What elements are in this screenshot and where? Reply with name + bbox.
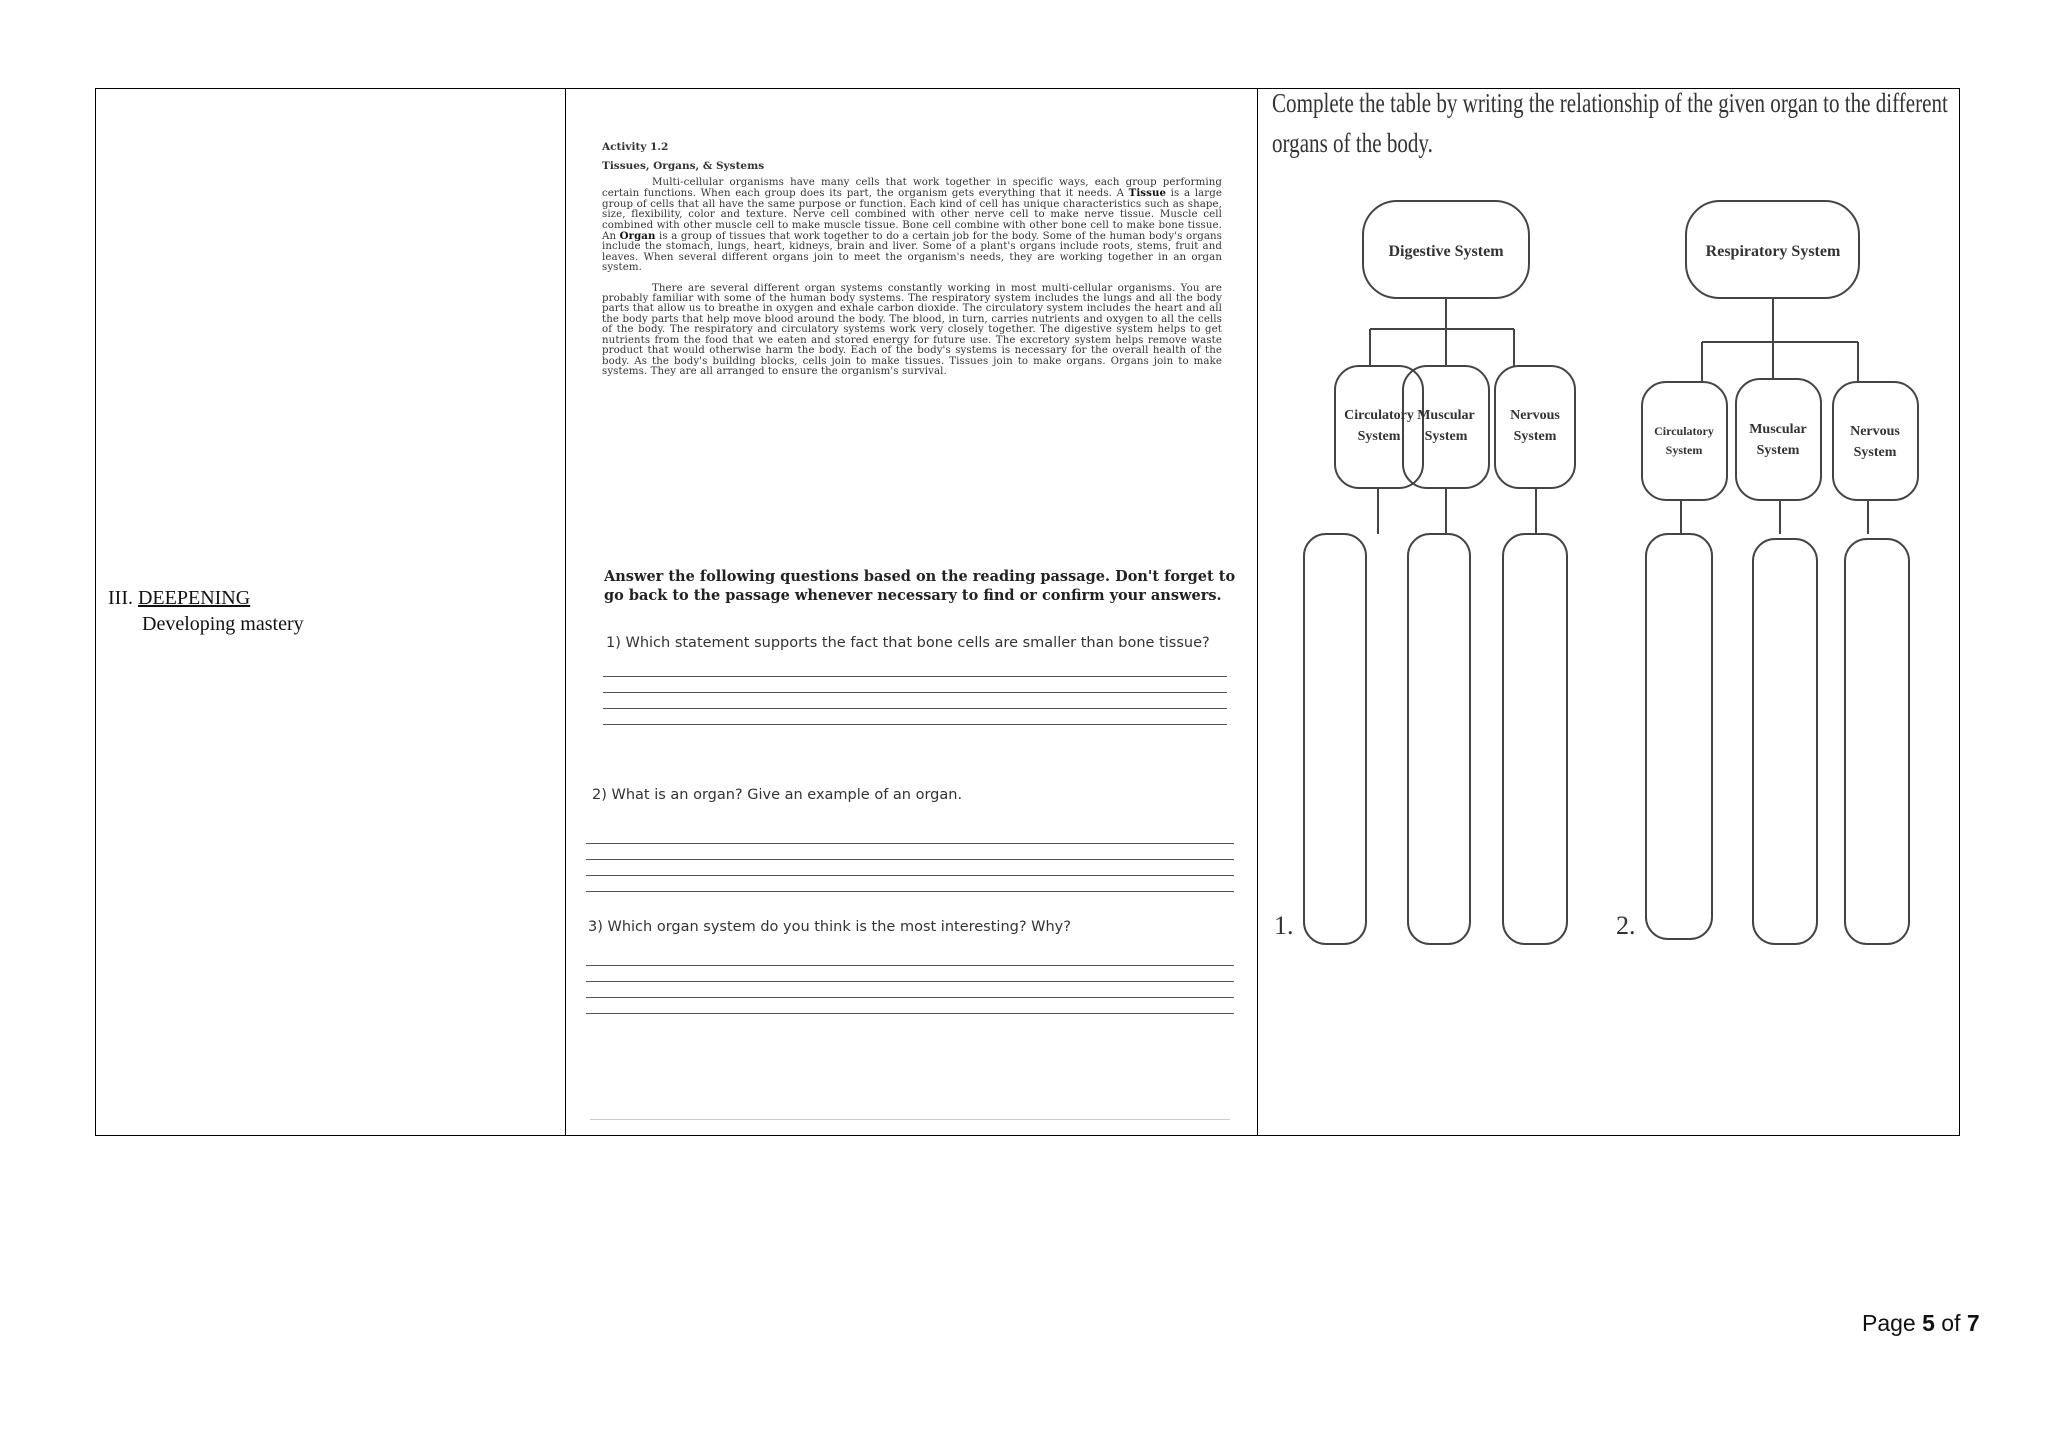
paragraph-text: is a group of tissues that work together to do a certain job for the body. Some of the human body's organs include the stomach, lungs, heart, kidneys, brain and liver. Some of a plant's organs include roots, stems, fruit and leaves. When several different organs join to meet the organism's needs, they are working together in an organ system. bbox=[602, 231, 1222, 274]
organ-system-diagrams bbox=[1258, 89, 1958, 1129]
page-current: 5 bbox=[1922, 1310, 1935, 1336]
digestive-system-label: Digestive System bbox=[1388, 243, 1504, 260]
page-of: of bbox=[1934, 1310, 1967, 1336]
question-2: 2) What is an organ? Give an example of an organ. bbox=[592, 787, 963, 803]
table-instruction-line-1: Complete the table by writing the relationship of the given organ to the different bbox=[1272, 88, 1948, 118]
answer-line[interactable] bbox=[586, 843, 1234, 844]
system-label: System bbox=[1424, 429, 1468, 444]
bold-term: Organ bbox=[619, 230, 656, 243]
paragraph-text: is a large group of cells that all have the same purpose or function. Each kind of cell has unique characteristics such as shape, size, flexibility, color and texture. Nerve cell combined with other nerve cell to make nerve tissue. Muscle cell combined with other muscle cell to make muscle tissue. Bone cell combine with other bone cell to make bone tissue. An bbox=[602, 188, 1222, 243]
system-label: System bbox=[1665, 443, 1703, 457]
system-label: System bbox=[1853, 445, 1897, 460]
answer-box[interactable] bbox=[1753, 539, 1817, 944]
answer-box[interactable] bbox=[1503, 534, 1567, 944]
answer-box[interactable] bbox=[1646, 534, 1712, 939]
answer-line[interactable] bbox=[586, 997, 1234, 998]
muscular-label: Muscular bbox=[1417, 408, 1475, 423]
nervous-label: Nervous bbox=[1850, 424, 1900, 439]
answer-line[interactable] bbox=[586, 1013, 1234, 1014]
bold-term: Tissue bbox=[1128, 187, 1167, 200]
respiratory-system-label: Respiratory System bbox=[1705, 243, 1841, 260]
answer-line[interactable] bbox=[586, 965, 1234, 966]
diagram-number-2: 2. bbox=[1616, 911, 1636, 940]
activity-title: Activity 1.2 bbox=[602, 141, 669, 153]
question-3: 3) Which organ system do you think is the most interesting? Why? bbox=[588, 919, 1071, 935]
system-label: System bbox=[1756, 443, 1800, 458]
system-label: System bbox=[1357, 429, 1401, 444]
diagram-column bbox=[1258, 89, 1959, 1135]
answer-box[interactable] bbox=[1408, 534, 1470, 944]
activity-excerpt bbox=[602, 141, 1222, 387]
activity-paragraph-1 bbox=[602, 178, 1222, 274]
answer-line[interactable] bbox=[603, 676, 1227, 677]
circulatory-label: Circulatory bbox=[1344, 408, 1414, 423]
answer-box[interactable] bbox=[1845, 539, 1909, 944]
answer-line[interactable] bbox=[586, 875, 1234, 876]
scan-edge-line bbox=[590, 1119, 1230, 1120]
nervous-system-box bbox=[1495, 366, 1575, 488]
muscular-system-box bbox=[1736, 379, 1821, 500]
section-label bbox=[108, 585, 304, 637]
lesson-table bbox=[95, 88, 1960, 1136]
circulatory-label: Circulatory bbox=[1654, 424, 1714, 438]
section-subtitle: Developing mastery bbox=[142, 613, 304, 635]
answer-line[interactable] bbox=[586, 981, 1234, 982]
page-total: 7 bbox=[1966, 1310, 1980, 1336]
nervous-label: Nervous bbox=[1510, 408, 1560, 423]
muscular-system-box bbox=[1403, 366, 1489, 488]
answer-line[interactable] bbox=[603, 724, 1227, 725]
answer-box[interactable] bbox=[1304, 534, 1366, 944]
section-heading bbox=[108, 587, 250, 609]
page-prefix: Page bbox=[1862, 1310, 1923, 1336]
activity-subtitle: Tissues, Organs, & Systems bbox=[602, 160, 765, 172]
question-1: 1) Which statement supports the fact that bone cells are smaller than bone tissue? bbox=[606, 635, 1210, 651]
question-instruction: Answer the following questions based on the reading passage. Don't forget to go back to the passage whenever necessary to find or confirm your answers. bbox=[604, 568, 1236, 604]
table-instruction-line-2: organs of the body. bbox=[1272, 128, 1433, 158]
page-number bbox=[1862, 1310, 1980, 1337]
section-column bbox=[96, 89, 566, 1135]
circulatory-system-box bbox=[1335, 366, 1423, 488]
activity-paragraph-2: There are several different organ systems constantly working in most multi-cellular organisms. You are probably familiar with some of the human body systems. The respiratory system includes the lungs and all the body parts that allow us to breathe in oxygen and exhale carbon dioxide. The circulatory system includes the heart and all the body parts that help move blood around the body. The blood, in turn, carries nutrients and oxygen to all the cells of the body. The respiratory and circulatory systems work very closely together. The digestive system helps to get nutrients from the food that we eaten and stored energy for future use. The excretory system helps remove waste product that would otherwise harm the body. Each of the body's systems is necessary for the overall health of the body. As the body's building blocks, cells join to make tissues. Tissues join to make organs. Organs join to make systems. They are all arranged to ensure the organism's survival. bbox=[602, 282, 1222, 377]
paragraph-text: Multi-cellular organisms have many cells that work together in specific ways, each group performing certain functions. When each group does its part, the organism gets everything that it needs. A bbox=[602, 177, 1222, 200]
activity-column bbox=[566, 89, 1258, 1135]
circulatory-system-box bbox=[1642, 382, 1727, 500]
answer-line[interactable] bbox=[603, 692, 1227, 693]
system-label: System bbox=[1513, 429, 1557, 444]
answer-line[interactable] bbox=[586, 891, 1234, 892]
nervous-system-box bbox=[1833, 382, 1918, 500]
answer-line[interactable] bbox=[603, 708, 1227, 709]
section-title: DEEPENING bbox=[137, 587, 251, 609]
muscular-label: Muscular bbox=[1749, 422, 1807, 437]
section-numeral: III. bbox=[108, 587, 133, 609]
answer-line[interactable] bbox=[586, 859, 1234, 860]
diagram-number-1: 1. bbox=[1274, 911, 1294, 940]
